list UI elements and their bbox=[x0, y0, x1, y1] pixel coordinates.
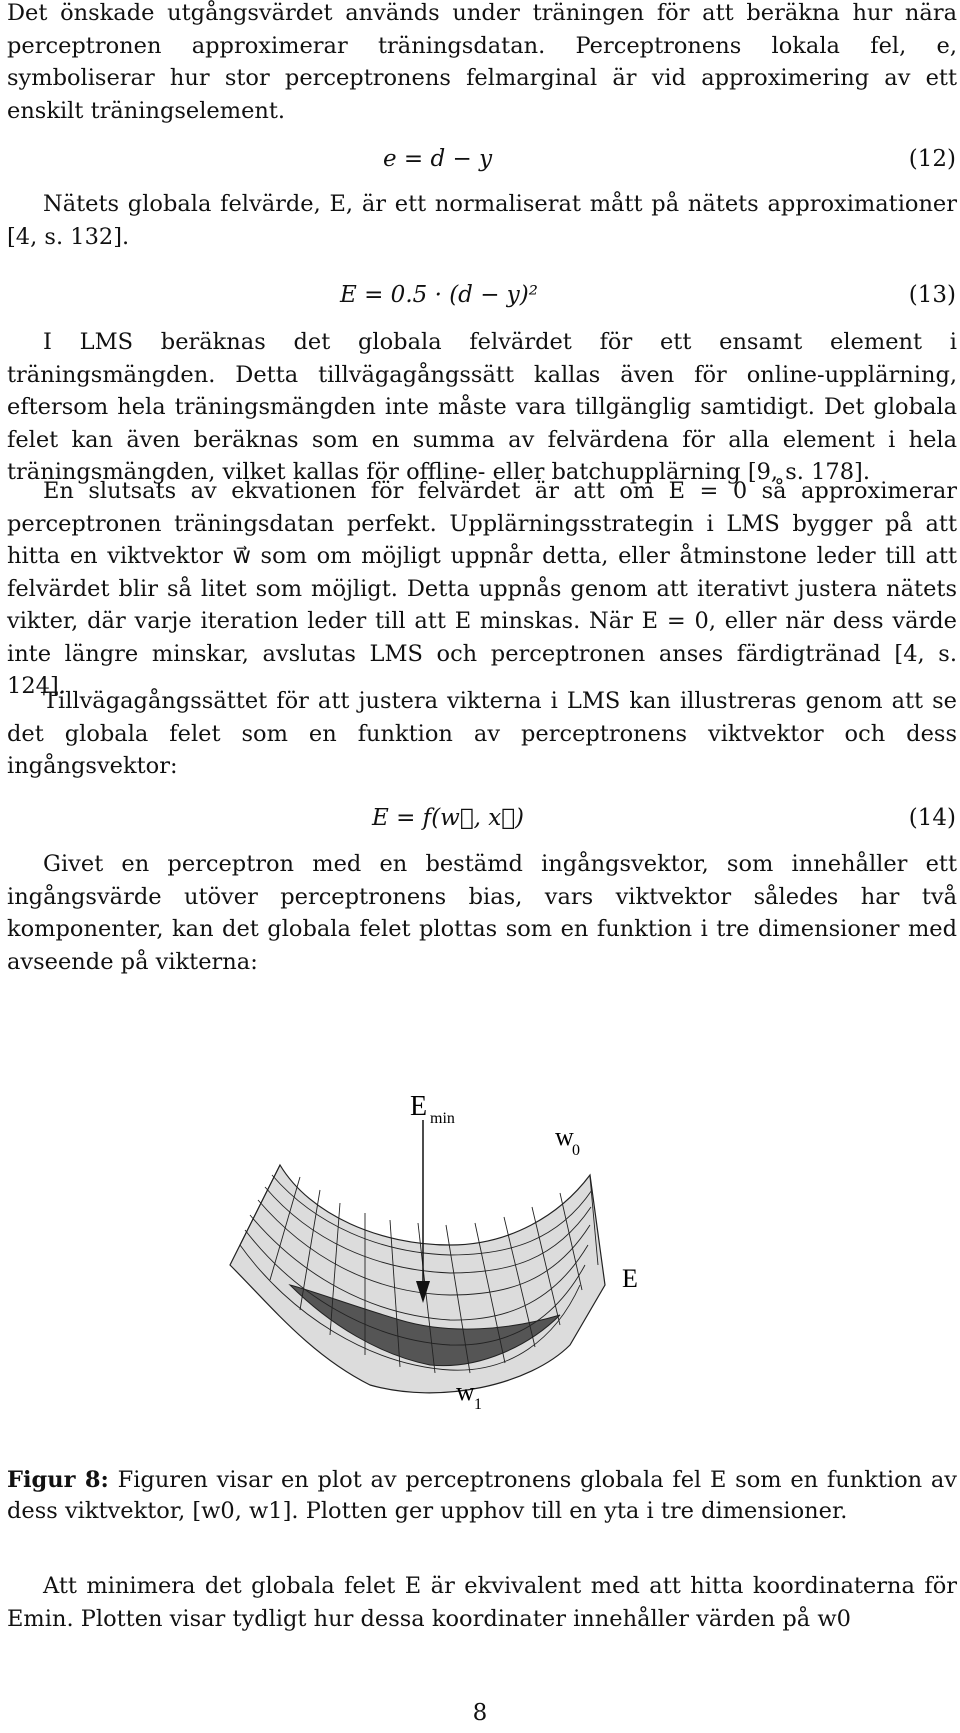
equation-12-number: (12) bbox=[908, 146, 956, 172]
paragraph-perceptron: Givet en perceptron med en bestämd ingångsvektor, som innehåller ett ingångsvärde utöver perceptronens bias, vars viktvektor således har två komponenter, kan det globala felet plottas som en funktion i tre dimensioner med avseende på vikterna: bbox=[7, 851, 957, 975]
figure-caption bbox=[7, 1465, 957, 1527]
w0-subscript: 0 bbox=[572, 1142, 580, 1159]
w1-label: w bbox=[456, 1377, 475, 1406]
paragraph-method: Tillvägagångssättet för att justera vikterna i LMS kan illustreras genom att se det globala felet som en funktion av perceptronens viktvektor och dess ingångsvektor: bbox=[7, 688, 957, 779]
page-number: 8 bbox=[472, 1700, 488, 1726]
paragraph-minimize: Att minimera det globala felet E är ekvivalent med att hitta koordinaterna för Emin. Plotten visar tydligt hur dessa koordinater innehåller värden på w0 bbox=[7, 1573, 957, 1632]
w1-subscript: 1 bbox=[474, 1396, 482, 1413]
e-axis-label: E bbox=[622, 1264, 638, 1293]
figure-caption-text: Figuren visar en plot av perceptronens globala fel E som en funktion av dess viktvektor, [w0, w1]. Plotten ger upphov till en yta i tre dimensioner. bbox=[7, 1467, 957, 1524]
paragraph-intro: Det önskade utgångsvärdet används under träningen för att beräkna hur nära perceptronen approximerar träningsdatan. Perceptronens lokala fel, e, symboliserar hur stor perceptronens felmarginal är vid approximering av ett enskilt träningselement. bbox=[7, 0, 957, 124]
w0-label: w bbox=[555, 1122, 574, 1151]
paragraph-conclusion: En slutsats av ekvationen för felvärdet är att om E = 0 så approximerar perceptronen träningsdatan perfekt. Upplärningsstrategin i LMS bygger på att hitta en viktvektor w⃗ som om möjligt uppnår detta, eller åtminstone leder till att felvärdet blir så litet som möjligt. Detta uppnås genom att iterativt justera nätets vikter, där varje iteration leder till att E minskas. När E = 0, eller när dess värde inte längre minskar, avslutas LMS och perceptronen anses färdigtränad [4, s. 124]. bbox=[7, 478, 957, 699]
emin-subscript: min bbox=[430, 1110, 455, 1127]
equation-12-expression: e = d − y bbox=[383, 146, 493, 172]
paragraph-lms: I LMS beräknas det globala felvärdet för ett ensamt element i träningsmängden. Detta tillvägagångssätt kallas även för online-upplärning, eftersom hela träningsmängden inte måste vara tillgänglig samtidigt. Det globala felet kan även beräknas som en summa av felvärdena för alla element i hela träningsmängden, vilket kallas för offline- eller batchupplärning [9, s. 178]. bbox=[7, 329, 957, 485]
error-surface-figure bbox=[210, 1095, 730, 1425]
equation-13-number: (13) bbox=[908, 282, 956, 308]
equation-13 bbox=[0, 282, 960, 316]
equation-13-expression: E = 0.5 · (d − y)² bbox=[340, 282, 538, 308]
paragraph-global-error: Nätets globala felvärde, E, är ett normaliserat mått på nätets approximationer [4, s. 132]. bbox=[7, 191, 957, 250]
equation-14-number: (14) bbox=[908, 805, 956, 831]
emin-label: E bbox=[410, 1095, 428, 1122]
equation-12 bbox=[0, 146, 960, 180]
error-surface-plot bbox=[210, 1095, 730, 1425]
figure-caption-label: Figur 8: bbox=[7, 1467, 109, 1493]
equation-14-expression: E = f(w⃗, x⃗) bbox=[372, 805, 525, 831]
equation-14 bbox=[0, 805, 960, 839]
